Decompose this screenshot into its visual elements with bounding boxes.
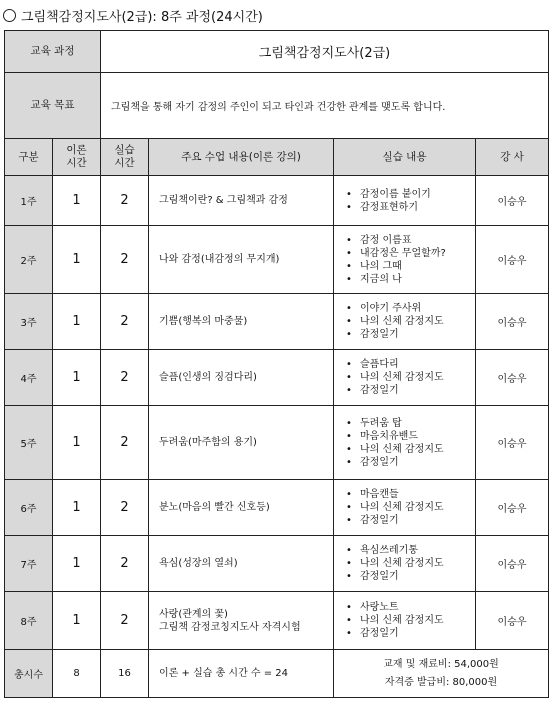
activity-item: • 나의 신체 감정지도 (346, 315, 475, 328)
week-row (5, 536, 549, 592)
fee-certificate: 자격증 발급비: 80,000원 (384, 676, 498, 688)
total-label: 총시수 (5, 650, 53, 698)
activity-item: • 감정일기 (346, 570, 475, 583)
activity-item: • 이야기 주사위 (346, 302, 475, 315)
total-summary: 이론 + 실습 총 시간 수 = 24 (149, 650, 334, 698)
activity-item: • 욕심쓰레기통 (346, 544, 475, 557)
header-practice-hours: 실습 시간 (101, 139, 149, 176)
practice-hours: 2 (101, 294, 149, 350)
practice-hours: 2 (101, 350, 149, 406)
activity-item: • 감정일기 (346, 514, 475, 527)
course-row (5, 31, 549, 73)
instructor-name: 이승우 (476, 226, 549, 294)
course-name: 그림책감정지도사(2급) (101, 31, 549, 73)
goal-row (5, 73, 549, 139)
header-row (5, 139, 549, 176)
activity-item: • 감정일기 (346, 328, 475, 341)
activity-item: • 감정 이름표 (346, 234, 475, 247)
header-main-content: 주요 수업 내용(이론 강의) (149, 139, 334, 176)
activities-cell (334, 406, 476, 480)
practice-hours: 2 (101, 480, 149, 536)
page-title-line (3, 4, 263, 26)
week-row (5, 176, 549, 226)
instructor-name: 이승우 (476, 176, 549, 226)
header-practice-content: 실습 내용 (334, 139, 476, 176)
week-label: 8주 (5, 592, 53, 650)
page-title: 그림책감정지도사(2급): 8주 과정(24시간) (21, 9, 263, 25)
activities-cell (334, 536, 476, 592)
activity-item: • 지금의 나 (346, 273, 475, 286)
practice-hours: 2 (101, 406, 149, 480)
week-label: 6주 (5, 480, 53, 536)
theory-hours: 1 (53, 226, 101, 294)
topic: 욕심(성장의 열쇠) (149, 536, 334, 592)
practice-hours: 2 (101, 536, 149, 592)
activity-item: • 감정일기 (346, 384, 475, 397)
activity-item: • 사랑노트 (346, 601, 475, 614)
activities-cell (334, 350, 476, 406)
theory-hours: 1 (53, 536, 101, 592)
practice-hours: 2 (101, 176, 149, 226)
curriculum-table (4, 30, 549, 698)
activity-item: • 나의 신체 감정지도 (346, 443, 475, 456)
instructor-name: 이승우 (476, 536, 549, 592)
activities-cell (334, 480, 476, 536)
week-label: 3주 (5, 294, 53, 350)
theory-hours: 1 (53, 480, 101, 536)
topic: 슬픔(인생의 징검다리) (149, 350, 334, 406)
theory-hours: 1 (53, 592, 101, 650)
goal-label: 교육 목표 (5, 73, 101, 139)
topic: 그림책이란? & 그림책과 감정 (149, 176, 334, 226)
theory-hours: 1 (53, 406, 101, 480)
course-label: 교육 과정 (5, 31, 101, 73)
activity-item: • 내감정은 무얼할까? (346, 247, 475, 260)
activity-item: • 마음캔들 (346, 488, 475, 501)
goal-text: 그림책을 통해 자기 감정의 주인이 되고 타인과 건강한 관계를 맺도록 합니다. (101, 73, 549, 139)
activities-cell (334, 176, 476, 226)
activity-item: • 감정표현하기 (346, 201, 475, 214)
topic: 기쁨(행복의 마중물) (149, 294, 334, 350)
total-theory-hours: 8 (53, 650, 101, 698)
activity-item: • 마음치유밴드 (346, 430, 475, 443)
week-label: 1주 (5, 176, 53, 226)
practice-hours: 2 (101, 226, 149, 294)
week-row (5, 592, 549, 650)
activities-cell (334, 592, 476, 650)
topic: 두려움(마주함의 용기) (149, 406, 334, 480)
week-label: 2주 (5, 226, 53, 294)
week-row (5, 406, 549, 480)
instructor-name: 이승우 (476, 480, 549, 536)
practice-hours: 2 (101, 592, 149, 650)
activity-item: • 나의 신체 감정지도 (346, 371, 475, 384)
activity-item: • 나의 그때 (346, 260, 475, 273)
header-division: 구분 (5, 139, 53, 176)
week-row (5, 294, 549, 350)
instructor-name: 이승우 (476, 406, 549, 480)
topic: 나와 감정(내감정의 무지개) (149, 226, 334, 294)
theory-hours: 1 (53, 294, 101, 350)
week-row (5, 480, 549, 536)
theory-hours: 1 (53, 350, 101, 406)
activity-item: • 두려움 탑 (346, 417, 475, 430)
activity-item: • 슬픔다리 (346, 358, 475, 371)
week-label: 4주 (5, 350, 53, 406)
activities-cell (334, 294, 476, 350)
instructor-name: 이승우 (476, 592, 549, 650)
week-label: 5주 (5, 406, 53, 480)
activity-item: • 감정이름 붙이기 (346, 188, 475, 201)
week-label: 7주 (5, 536, 53, 592)
fees-cell (334, 650, 549, 698)
fee-materials: 교재 및 재료비: 54,000원 (383, 658, 499, 670)
activity-item: • 나의 신체 감정지도 (346, 614, 475, 627)
activity-item: • 감정일기 (346, 456, 475, 469)
total-row (5, 650, 549, 698)
topic: 분노(마음의 빨간 신호등) (149, 480, 334, 536)
theory-hours: 1 (53, 176, 101, 226)
instructor-name: 이승우 (476, 350, 549, 406)
activities-cell (334, 226, 476, 294)
instructor-name: 이승우 (476, 294, 549, 350)
activity-item: • 감정일기 (346, 627, 475, 640)
header-instructor: 강 사 (476, 139, 549, 176)
circle-bullet-icon (3, 9, 16, 22)
activity-item: • 나의 신체 감정지도 (346, 557, 475, 570)
week-row (5, 350, 549, 406)
header-theory-hours: 이론 시간 (53, 139, 101, 176)
topic: 사랑(관계의 꽃) 그림책 감정코칭지도사 자격시험 (149, 592, 334, 650)
total-practice-hours: 16 (101, 650, 149, 698)
activity-item: • 나의 신체 감정지도 (346, 501, 475, 514)
week-row (5, 226, 549, 294)
